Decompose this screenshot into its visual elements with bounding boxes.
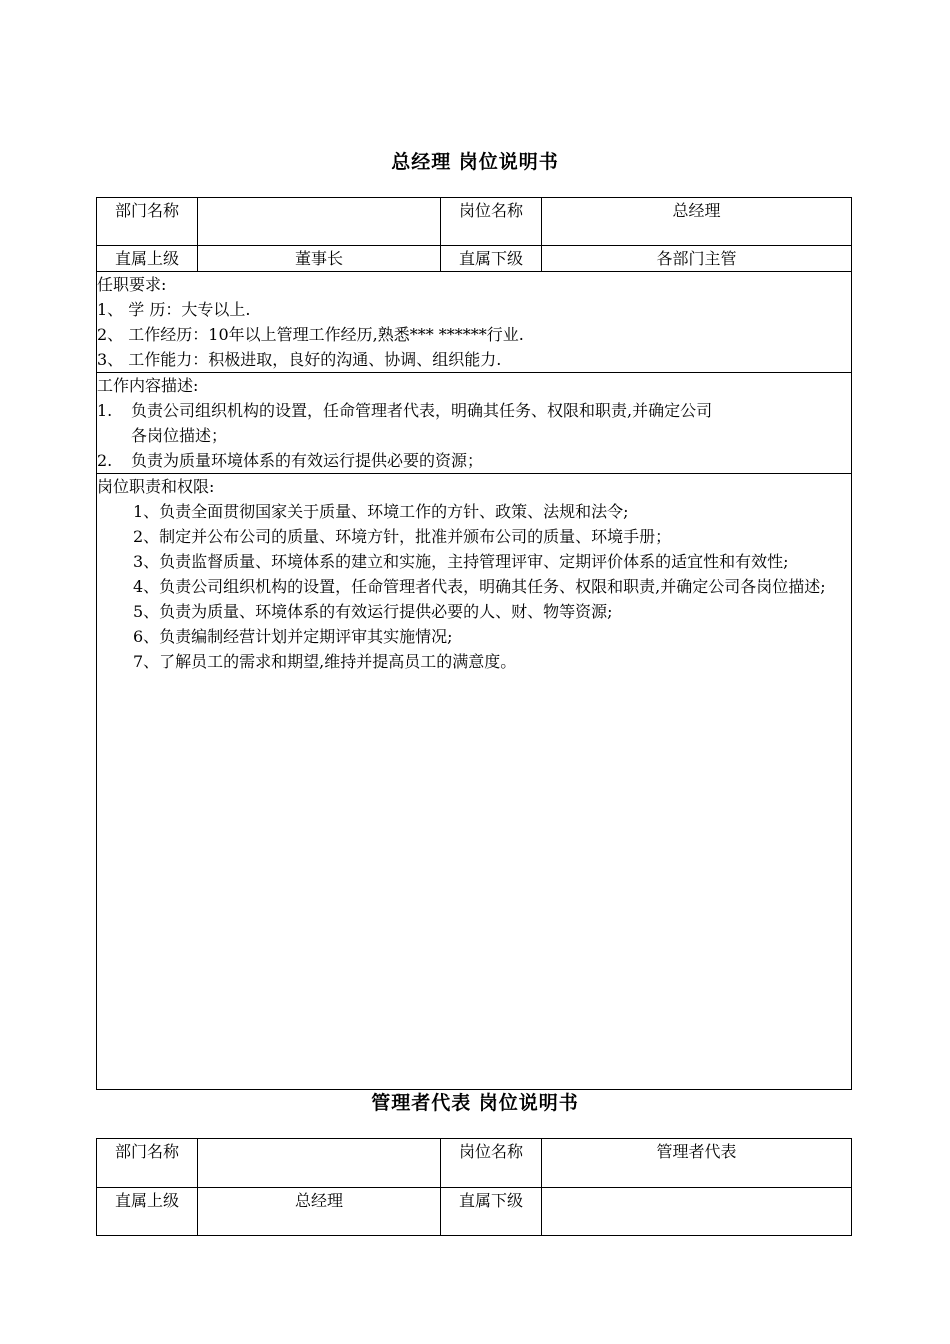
- subordinate-label: 直属下级: [441, 246, 542, 272]
- doc2-title: 管理者代表 岗位说明书: [371, 1092, 579, 1114]
- doc2-dept-label: 部门名称: [97, 1139, 198, 1188]
- work-item: [97, 398, 851, 423]
- duties-section: [97, 474, 852, 1090]
- dept-value: [198, 198, 441, 246]
- doc1-title: 总经理 岗位说明书: [391, 151, 559, 173]
- duty-item: 2、制定并公布公司的质量、环境方针，批准并颁布公司的质量、环境手册；: [133, 527, 672, 546]
- duty-item: 1、负责全面贯彻国家关于质量、环境工作的方针、政策、法规和法令;: [133, 502, 629, 521]
- duty-item: 5、负责为质量、环境体系的有效运行提供必要的人、财、物等资源;: [133, 602, 613, 621]
- duty-item: 6、负责编制经营计划并定期评审其实施情况;: [133, 627, 453, 646]
- duty-item: 4、负责公司组织机构的设置，任命管理者代表，明确其任务、权限和职责,并确定公司各岗位描述;: [133, 577, 826, 596]
- work-item-number: 2.: [97, 451, 113, 470]
- work-content-title: 工作内容描述:: [97, 376, 199, 395]
- post-label: 岗位名称: [441, 198, 542, 246]
- doc2-superior-value: 总经理: [198, 1188, 441, 1236]
- doc2-post-label: 岗位名称: [441, 1139, 542, 1188]
- doc2-table: [96, 1138, 852, 1236]
- requirement-item: 2、 工作经历：10年以上管理工作经历,熟悉*** ******行业.: [97, 325, 524, 344]
- work-item-continuation: 各岗位描述；: [131, 426, 228, 445]
- subordinate-value: 各部门主管: [542, 246, 852, 272]
- superior-value: 董事长: [198, 246, 441, 272]
- work-item: [97, 448, 851, 473]
- requirements-title: 任职要求:: [97, 275, 167, 294]
- work-item-text: 负责公司组织机构的设置，任命管理者代表，明确其任务、权限和职责,并确定公司: [131, 401, 713, 420]
- work-content-section: [97, 373, 852, 474]
- duties-title: 岗位职责和权限:: [97, 477, 215, 496]
- doc2-post-value: 管理者代表: [542, 1139, 852, 1188]
- dept-label: 部门名称: [97, 198, 198, 246]
- post-value: 总经理: [542, 198, 852, 246]
- requirements-section: [97, 272, 852, 373]
- duty-item: 7、了解员工的需求和期望,维持并提高员工的满意度。: [133, 652, 517, 671]
- doc2-subordinate-value: [542, 1188, 852, 1236]
- requirement-item: 3、 工作能力：积极进取，良好的沟通、协调、组织能力.: [97, 350, 502, 369]
- requirement-item: 1、 学 历：大专以上.: [97, 300, 251, 319]
- doc2-superior-label: 直属上级: [97, 1188, 198, 1236]
- work-item-number: 1.: [97, 401, 113, 420]
- doc2-dept-value: [198, 1139, 441, 1188]
- work-item-text: 负责为质量环境体系的有效运行提供必要的资源；: [131, 451, 484, 470]
- superior-label: 直属上级: [97, 246, 198, 272]
- doc1-table: [96, 197, 852, 1090]
- duty-item: 3、负责监督质量、环境体系的建立和实施，主持管理评审、定期评价体系的适宜性和有效性;: [133, 552, 789, 571]
- doc2-subordinate-label: 直属下级: [441, 1188, 542, 1236]
